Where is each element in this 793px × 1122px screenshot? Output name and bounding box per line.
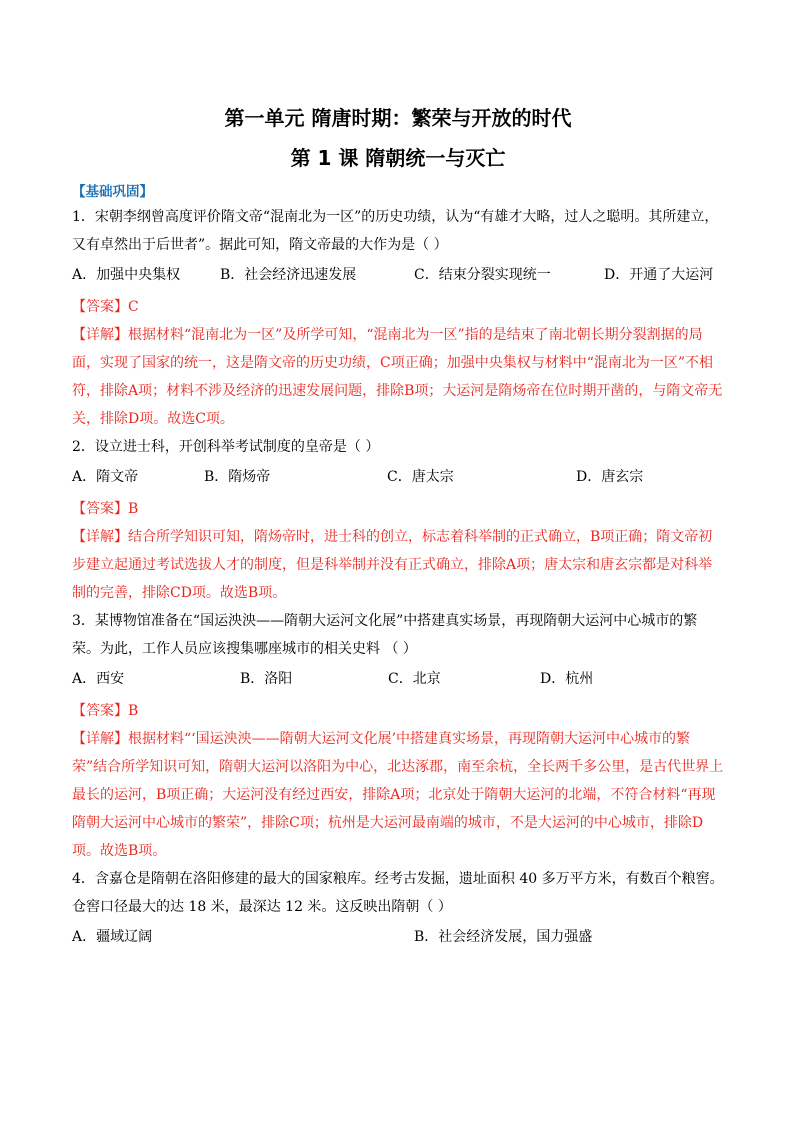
answer-2: 【答案】B bbox=[72, 501, 139, 517]
question-1-options bbox=[72, 261, 724, 289]
option-b: B．隋炀帝 bbox=[204, 469, 271, 485]
question-4-stem: 4．含嘉仓是隋朝在洛阳修建的最大的国家粮库。经考古发掘，遗址面积 40 多万平方米，有数百个粮窖。仓窖口径最大的达 18 米，最深达 12 米。这反映出隋朝（ ） bbox=[72, 871, 724, 915]
document-page bbox=[72, 100, 724, 951]
explanation-2: 【详解】结合所学知识可知，隋炀帝时，进士科的创立，标志着科举制的正式确立，B项正确；隋文帝初步建立起通过考试选拔人才的制度，但是科举制并没有正式确立，排除A项；唐太宗和唐玄宗都是对科举制的完善，排除CD项。故选B项。 bbox=[72, 529, 713, 601]
explanation-3: 【详解】根据材料“‘国运泱泱——隋朝大运河文化展’中搭建真实场景，再现隋朝大运河中心城市的繁荣”结合所学知识可知，隋朝大运河以洛阳为中心，北达涿郡，南至余杭，全长两千多公里，是古代世界上最长的运河，B项正确；大运河没有经过西安，排除A项；北京处于隋朝大运河的北端，不符合材料“再现隋朝大运河中心城市的繁荣”，排除C项；杭州是大运河最南端的城市，不是大运河的中心城市，排除D项。故选B项。 bbox=[72, 731, 724, 859]
question-4-options bbox=[72, 923, 724, 951]
option-c: C．北京 bbox=[388, 671, 441, 687]
option-c: C．唐太宗 bbox=[387, 469, 454, 485]
option-d: D．唐玄宗 bbox=[576, 469, 644, 485]
explanation-1: 【详解】根据材料“混南北为一区”及所学可知，“混南北为一区”指的是结束了南北朝长期分裂割据的局面，实现了国家的统一，这是隋文帝的历史功绩，C项正确；加强中央集权与材料中“混南北为一区”不相符，排除A项；材料不涉及经济的迅速发展问题，排除B项；大运河是隋炀帝在位时期开凿的，与隋文帝无关，排除D项。故选C项。 bbox=[72, 327, 723, 427]
lesson-title: 第 1 课 隋朝统一与灭亡 bbox=[290, 146, 506, 170]
answer-3: 【答案】B bbox=[72, 703, 139, 719]
question-3-stem: 3．某博物馆准备在“国运泱泱——隋朝大运河文化展”中搭建真实场景，再现隋朝大运河中心城市的繁荣。为此，工作人员应该搜集哪座城市的相关史料 （ ） bbox=[72, 613, 698, 657]
option-d: D．开通了大运河 bbox=[604, 267, 714, 283]
option-a: A．加强中央集权 bbox=[72, 267, 181, 283]
question-2-stem: 2．设立进士科，开创科举考试制度的皇帝是（ ） bbox=[72, 439, 380, 455]
answer-1: 【答案】C bbox=[72, 299, 139, 315]
section-heading: 【基础巩固】 bbox=[72, 184, 153, 200]
option-b: B．社会经济发展，国力强盛 bbox=[414, 929, 593, 945]
option-a: A．西安 bbox=[72, 671, 125, 687]
option-a: A．疆域辽阔 bbox=[72, 929, 153, 945]
option-b: B．洛阳 bbox=[240, 671, 293, 687]
question-1-stem: 1．宋朝李纲曾高度评价隋文帝“混南北为一区”的历史功绩，认为“有雄才大略，过人之聪明。其所建立，又有卓然出于后世者”。据此可知，隋文帝最的大作为是（ ） bbox=[72, 209, 719, 253]
page-title: 第一单元 隋唐时期：繁荣与开放的时代 bbox=[224, 106, 572, 130]
question-2-options bbox=[72, 463, 724, 491]
option-d: D．杭州 bbox=[540, 671, 594, 687]
option-a: A．隋文帝 bbox=[72, 469, 139, 485]
option-c: C．结束分裂实现统一 bbox=[414, 267, 551, 283]
option-b: B．社会经济迅速发展 bbox=[220, 267, 357, 283]
question-3-options bbox=[72, 665, 724, 693]
